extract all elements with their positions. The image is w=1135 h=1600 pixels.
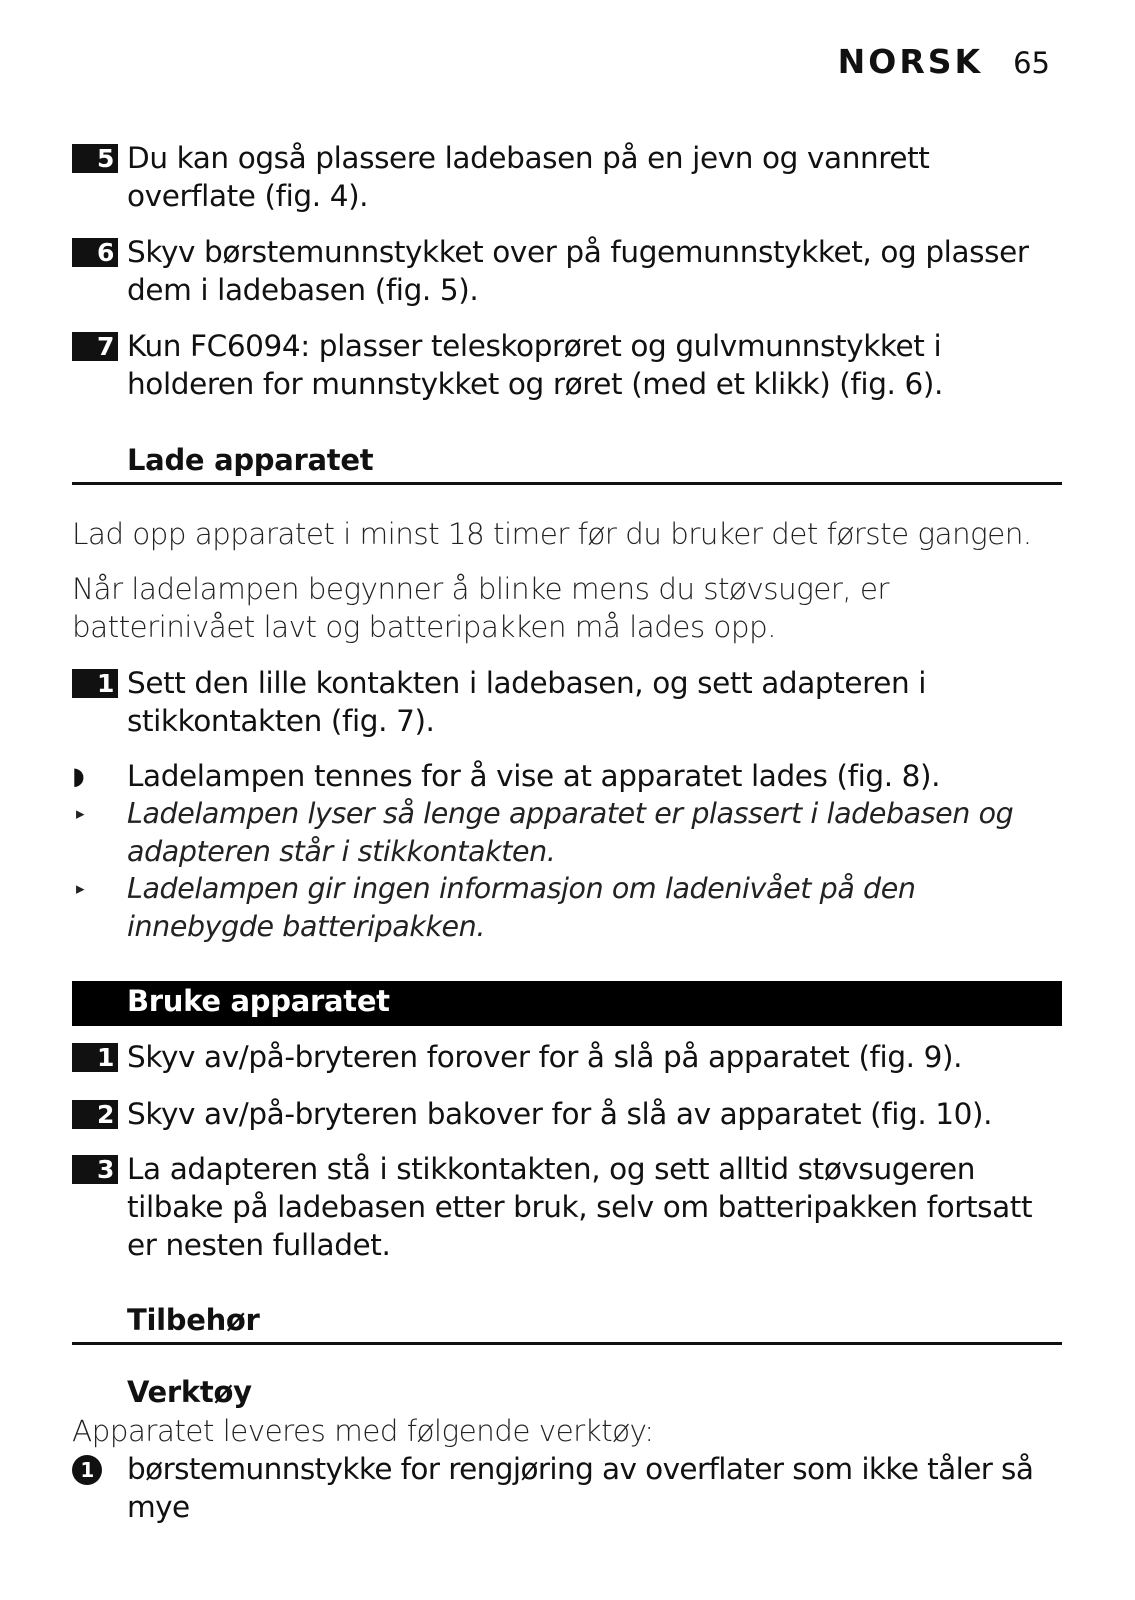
paragraph: Når ladelampen begynner å blinke mens du støvsuger, er batterinivået lavt og batteripakken må lades opp. <box>72 572 889 644</box>
result-item <box>72 757 1062 795</box>
list-item <box>72 1450 1072 1526</box>
step-item <box>72 1095 1062 1133</box>
step-item <box>72 1150 1062 1264</box>
tip-item <box>72 870 1062 946</box>
step-text: Du kan også plassere ladebasen på en jevn og vannrett overflate (fig. 4). <box>127 141 930 213</box>
section-heading-using <box>72 981 1062 1026</box>
step-item <box>72 327 1062 403</box>
result-text: Ladelampen tennes for å vise at apparatet lades (fig. 8). <box>127 759 941 793</box>
tip-arrow-icon: ▸ <box>76 804 85 824</box>
tip-text: Ladelampen lyser så lenge apparatet er plassert i ladebasen og adapteren står i stikkontakten. <box>127 797 1014 868</box>
result-arrow-icon: ◗ <box>72 762 85 790</box>
tip-arrow-icon: ▸ <box>76 879 85 899</box>
step-text: Sett den lille kontakten i ladebasen, og sett adapteren i stikkontakten (fig. 7). <box>127 666 927 738</box>
step-number-badge: 2 <box>72 1100 118 1129</box>
section-heading-charging <box>72 440 1062 485</box>
tip-text: Ladelampen gir ingen informasjon om ladenivået på den innebygde batteripakken. <box>127 872 916 943</box>
page-number: 65 <box>1013 46 1050 80</box>
step-item <box>72 1038 1062 1076</box>
step-text: Skyv av/på-bryteren bakover for å slå av apparatet (fig. 10). <box>127 1097 993 1131</box>
subsection-title: Verktøy <box>127 1375 252 1409</box>
tip-item <box>72 795 1062 871</box>
section-title: Lade apparatet <box>127 443 374 477</box>
list-item-text: børstemunnstykke for rengjøring av overflater som ikke tåler så mye <box>127 1452 1034 1524</box>
paragraph: Lad opp apparatet i minst 18 timer før du bruker det første gangen. <box>72 517 1032 551</box>
step-number-badge: 6 <box>72 238 118 267</box>
step-text: Kun FC6094: plasser teleskoprøret og gulvmunnstykket i holderen for munnstykket og røret (med et klikk) (fig. 6). <box>127 329 943 401</box>
step-number-badge: 5 <box>72 144 118 173</box>
section-title: Bruke apparatet <box>127 984 390 1018</box>
language-label: NORSK <box>837 42 984 81</box>
circled-number-icon: 1 <box>72 1455 102 1485</box>
step-text: La adapteren stå i stikkontakten, og sett alltid støvsugeren tilbake på ladebasen etter bruk, selv om batteripakken fortsatt er nesten fulladet. <box>127 1152 1033 1262</box>
step-item <box>72 139 1062 215</box>
running-header <box>838 42 1050 81</box>
step-text: Skyv børstemunnstykket over på fugemunnstykket, og plasser dem i ladebasen (fig. 5). <box>127 235 1029 307</box>
step-number-badge: 3 <box>72 1155 118 1184</box>
step-item <box>72 233 1062 309</box>
section-heading-accessories <box>72 1300 1062 1345</box>
step-number-badge: 1 <box>72 669 118 698</box>
section-title: Tilbehør <box>127 1303 260 1337</box>
paragraph: Apparatet leveres med følgende verktøy: <box>72 1414 654 1448</box>
step-text: Skyv av/på-bryteren forover for å slå på apparatet (fig. 9). <box>127 1040 963 1074</box>
step-number-badge: 7 <box>72 332 118 361</box>
step-number-badge: 1 <box>72 1043 118 1072</box>
step-item <box>72 664 1062 740</box>
